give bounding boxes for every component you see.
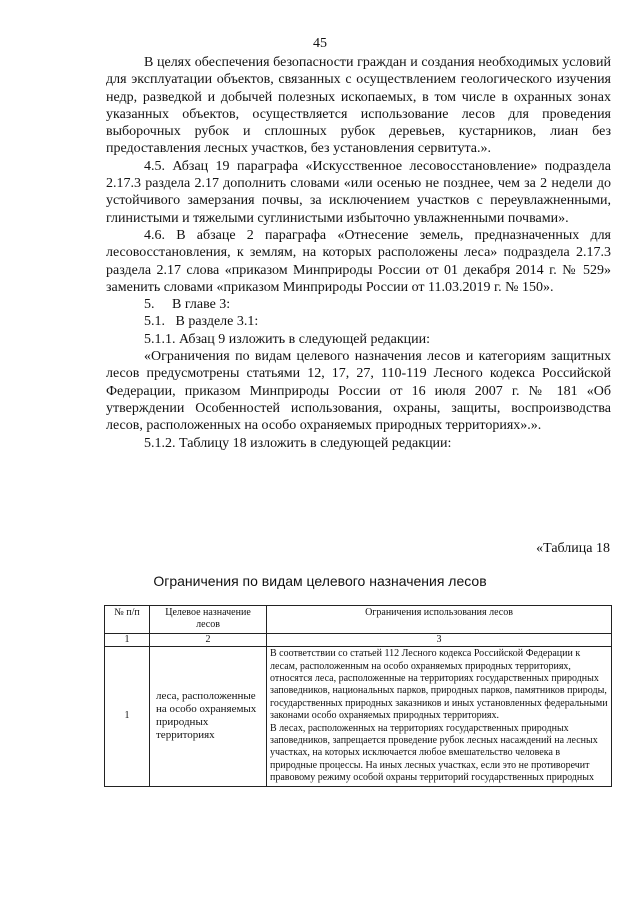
table-title: Ограничения по видам целевого назначения лесов [153, 573, 487, 589]
column-number: 2 [150, 633, 267, 646]
restriction-paragraph: В лесах, расположенных на территориях государственных природных заповедников, запрещается проведение рубок лесных насаждений на лесных участках, на которых исключается любое вмешательство человека в природные процессы. На иных лесных участках, если это не противоречит правовому режиму особой охраны территорий государственных природных [270, 722, 598, 784]
row-number: 1 [105, 647, 150, 786]
table-label: «Таблица 18 [536, 541, 610, 556]
column-number: 3 [267, 633, 612, 646]
restriction-paragraph: В соответствии со статьей 112 Лесного кодекса Российской Федерации к лесам, расположенным на особо охраняемых природных территориях, относятся леса, расположенные на территориях государственных природных заповедников, национальных парков, природных парков, памятников природы, государственных природных заказников и иных установленных федеральными законами особо охраняемых природных территориях. [270, 648, 608, 722]
page-number: 45 [313, 36, 327, 51]
restrictions-table [104, 605, 612, 787]
table-header-row [105, 606, 612, 634]
paragraph: 5.1.2. Таблицу 18 изложить в следующей редакции: [144, 435, 452, 451]
column-number: 1 [105, 633, 150, 646]
paragraph: В целях обеспечения безопасности граждан и создания необходимых условий для эксплуатации объектов, связанных с осуществлением геологического изучения недр, разведкой и добычей полезных ископаемых, в том числе в охранных зонах указанных объектов, осуществляется использование лесов для проведения выборочных рубок и сплошных рубок деревьев, кустарников, лиан без предоставления лесных участков, без установления сервитута.». [106, 55, 611, 157]
document-body [106, 54, 611, 452]
row-purpose: леса, расположенные на особо охраняемых природных территориях [150, 647, 267, 786]
header-cell-purpose: Целевое назначение лесов [150, 606, 267, 634]
paragraph: «Ограничения по видам целевого назначения лесов и категориям защитных лесов предусмотрены статьями 12, 17, 27, 110-119 Лесного кодекса Российской Федерации, приказом Минприроды России от 16 июля 2007 г. № 181 «Об утверждении Особенностей использования, охраны, защиты, воспроизводства лесов, расположенных на особо охраняемых природных территориях».». [106, 349, 611, 434]
table-row [105, 647, 612, 786]
table-column-number-row [105, 633, 612, 646]
paragraph: 5.1.1. Абзац 9 изложить в следующей редакции: [144, 331, 431, 347]
paragraph: 4.5. Абзац 19 параграфа «Искусственное лесовосстановление» подраздела 2.17.3 раздела 2.17 дополнить словами «или осенью не позднее, чем за 2 недели до устойчивого замерзания почвы, за исключением участков с переувлажненными, глинистыми и тяжелыми суглинистыми избыточно увлажненными почвами». [106, 158, 611, 226]
paragraph: 4.6. В абзаце 2 параграфа «Отнесение земель, предназначенных для лесовосстановления, к землям, на которых расположены леса» подраздела 2.17.3 раздела 2.17 слова «приказом Минприроды России от 01 декабря 2014 г. № 529» заменить словами «приказом Минприроды России от 11.03.2019 г. № 150». [106, 227, 611, 295]
header-cell-num: № п/п [105, 606, 150, 634]
paragraph: 5.1. В разделе 3.1: [144, 314, 259, 330]
header-cell-restrictions: Ограничения использования лесов [267, 606, 612, 634]
row-restrictions [267, 647, 612, 786]
paragraph: 5. В главе 3: [144, 297, 231, 313]
